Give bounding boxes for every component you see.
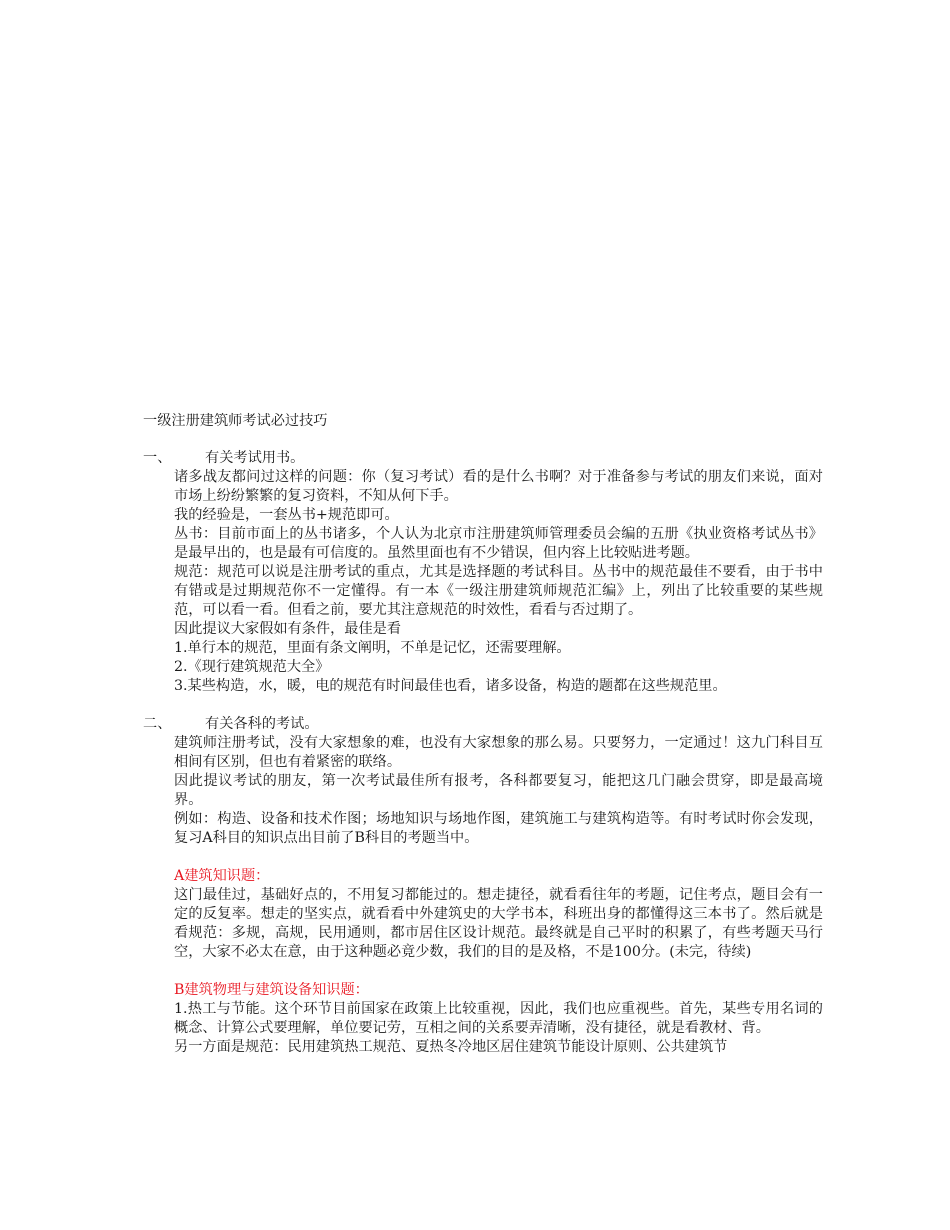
paragraph: 因此提议大家假如有条件，最佳是看 [174, 621, 402, 637]
section-2-body [143, 734, 823, 1057]
paragraph: 另一方面是规范：民用建筑热工规范、夏热冬冷地区居住建筑节能设计原则、公共建筑节 [174, 1039, 728, 1055]
paragraph: 1.热工与节能。这个环节目前国家在政策上比较重视，因此，我们也应重视些。首先，某些专用名词的概念、计算公式要理解，单位要记劳，互相之间的关系要弄清晰，没有捷径，就是看教材、背。 [174, 1001, 823, 1036]
document-title: 一级注册建筑师考试必过技巧 [143, 413, 328, 429]
paragraph: 这门最佳过，基础好点的，不用复习都能过的。想走捷径，就看看往年的考题，记住考点，题目会有一定的反复率。想走的坚实点，就看看中外建筑史的大学书本，科班出身的都懂得这三本书了。然后就是看规范：多规，高规，民用通则，都市居住区设计规范。最终就是自己平时的积累了，有些考题天马行空，大家不必太在意，由于这种题必竟少数，我们的目的是及格，不是100分。(未完，待续) [174, 887, 823, 960]
section-1-number: 一、 [143, 450, 172, 466]
paragraph: 建筑师注册考试，没有大家想象的难，也没有大家想象的那么易。只要努力，一定通过！这九门科目互相间有区别，但也有着紧密的联络。 [174, 735, 823, 770]
section-2-title: 有关各科的考试。 [205, 716, 319, 732]
subsection-a-heading: A建筑知识题： [174, 868, 270, 884]
section-1-heading [143, 449, 823, 468]
section-1-title: 有关考试用书。 [205, 450, 305, 466]
paragraph: 规范：规范可以说是注册考试的重点，尤其是选择题的考试科目。丛书中的规范最佳不要看，由于书中有错或是过期规范你不一定懂得。有一本《一级注册建筑师规范汇编》上，列出了比较重要的某些规范，可以看一看。但看之前，要尤其注意规范的时效性，看看与否过期了。 [174, 564, 823, 618]
paragraph: 丛书：目前市面上的丛书诸多，个人认为北京市注册建筑师管理委员会编的五册《执业资格考试丛书》是最早出的，也是最有可信度的。虽然里面也有不少错误，但内容上比较贴进考题。 [174, 526, 823, 561]
section-1-body [143, 468, 823, 696]
section-2-heading [143, 715, 823, 734]
paragraph: 我的经验是，一套丛书+规范即可。 [174, 507, 399, 523]
paragraph: 例如：构造、设备和技术作图；场地知识与场地作图，建筑施工与建筑构造等。有时考试时你会发现，复习A科目的知识点出目前了B科目的考题当中。 [174, 811, 823, 846]
list-item: 2.《现行建筑规范大全》 [174, 659, 330, 675]
subsection-b-heading: B建筑物理与建筑设备知识题： [174, 982, 369, 998]
list-item: 3.某些构造，水，暖，电的规范有时间最佳也看，诸多设备，构造的题都在这些规范里。 [174, 678, 727, 694]
paragraph: 诸多战友都问过这样的问题：你（复习考试）看的是什么书啊？对于准备参与考试的朋友们来说，面对市场上纷纷繁繁的复习资料，不知从何下手。 [174, 469, 823, 504]
paragraph: 因此提议考试的朋友，第一次考试最佳所有报考，各科都要复习，能把这几门融会贯穿，即是最高境界。 [174, 773, 823, 808]
list-item: 1.单行本的规范，里面有条文阐明，不单是记忆，还需要理解。 [174, 640, 571, 656]
section-2-number: 二、 [143, 716, 172, 732]
document-page [143, 412, 823, 1057]
